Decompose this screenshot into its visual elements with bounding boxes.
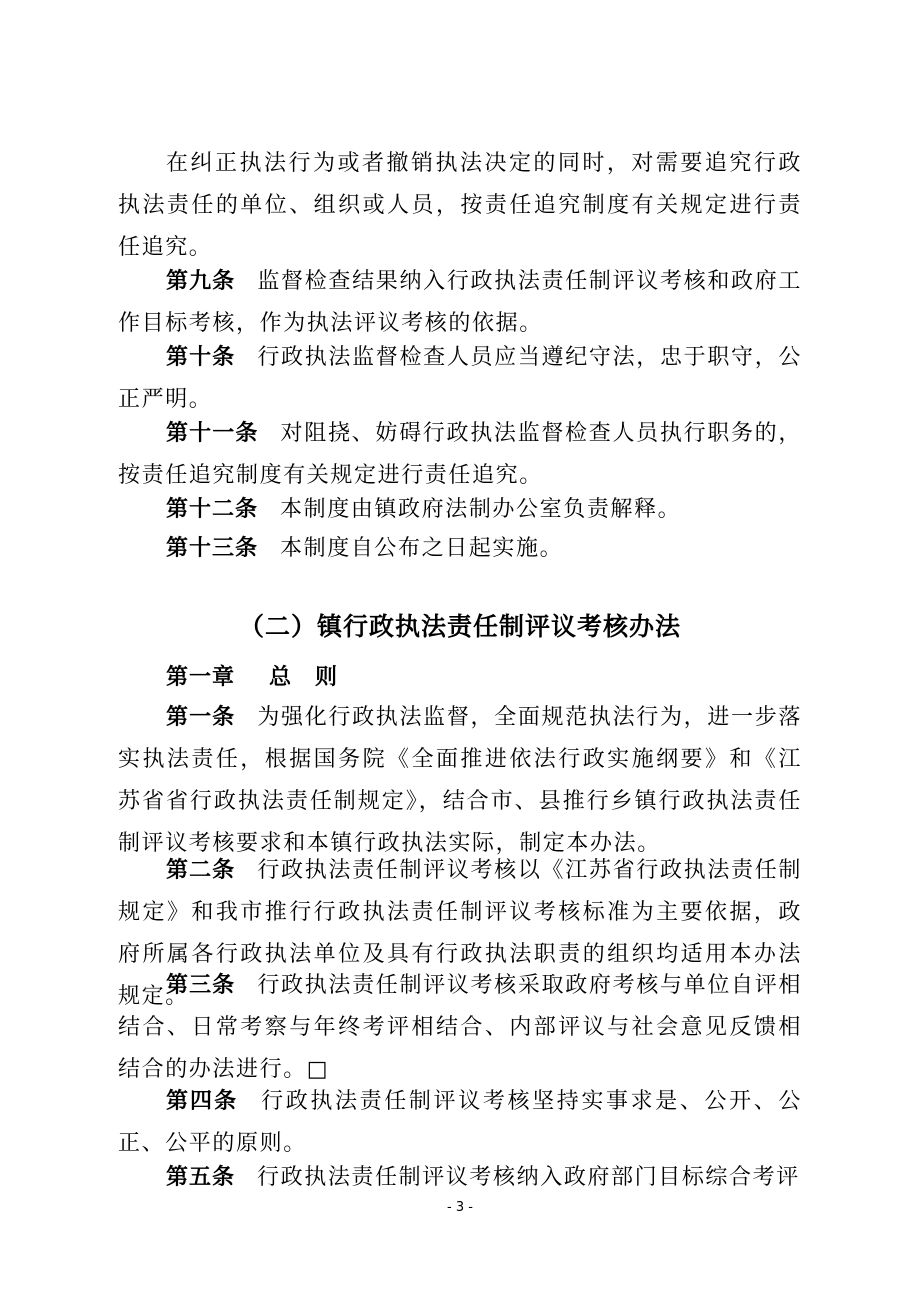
article-number: 第二条 (166, 858, 236, 883)
article-4 (118, 1081, 802, 1165)
article-number: 第十三条 (166, 536, 259, 561)
article-10 (118, 337, 802, 421)
article-text: 为强化行政执法监督，全面规范执法行为，进一步落实执法责任，根据国务院《全面推进依法行政实施纲要》和《江苏省省行政执法责任制规定》，结合市、县推行乡镇行政执法责任制评议考核要求和本镇行政执法实际，制定本办法。 (118, 705, 802, 856)
article-1 (118, 697, 802, 865)
article-number: 第十一条 (166, 421, 259, 446)
article-number: 第十二条 (166, 497, 259, 522)
chapter-number: 第一章 (166, 665, 236, 690)
article-text: 本制度由镇政府法制办公室负责解释。 (280, 497, 682, 522)
section-title: （二）镇行政执法责任制评议考核办法 (238, 612, 681, 641)
article-text: 对阻挠、妨碍行政执法监督检查人员执行职务的，按责任追究制度有关规定进行责任追究。 (118, 421, 802, 488)
article-number: 第十条 (166, 345, 236, 370)
article-5 (118, 1157, 802, 1199)
article-9 (118, 261, 802, 345)
article-text: 监督检查结果纳入行政执法责任制评议考核和政府工作目标考核，作为执法评议考核的依据。 (118, 269, 802, 336)
article-number: 第三条 (166, 973, 236, 998)
article-number: 第九条 (166, 269, 236, 294)
article-text: 行政执法责任制评议考核以《江苏省行政执法责任制规定》和我市推行行政执法责任制评议考核标准为主要依据，政府所属各行政执法单位及具有行政执法职责的组织均适用本办法规定。 (118, 858, 802, 1009)
article-number: 第五条 (166, 1165, 236, 1190)
article-text: 本制度自公布之日起实施。 (280, 536, 564, 561)
article-12 (118, 489, 802, 531)
chapter-name: 总 则 (269, 665, 339, 690)
article-text: 行政执法责任制评议考核纳入政府部门目标综合考评 (257, 1165, 800, 1190)
article-number: 第四条 (166, 1089, 239, 1114)
article-text: 行政执法责任制评议考核采取政府考核与单位自评相结合、日常考察与年终考评相结合、内部评议与社会意见反馈相结合的办法进行。□ (118, 973, 802, 1082)
paragraph-continuation: 在纠正执法行为或者撤销执法决定的同时，对需要追究行政执法责任的单位、组织或人员，按责任追究制度有关规定进行责任追究。 (118, 151, 802, 260)
article-3 (118, 965, 802, 1091)
article-11 (118, 413, 802, 497)
chapter-heading (166, 660, 338, 691)
article-13 (118, 528, 802, 570)
article-text: 行政执法监督检查人员应当遵纪守法，忠于职守，公正严明。 (118, 345, 802, 412)
article-text: 行政执法责任制评议考核坚持实事求是、公开、公正、公平的原则。 (118, 1089, 802, 1156)
article-number: 第一条 (166, 705, 236, 730)
page-number: - 3 - (447, 1200, 473, 1215)
